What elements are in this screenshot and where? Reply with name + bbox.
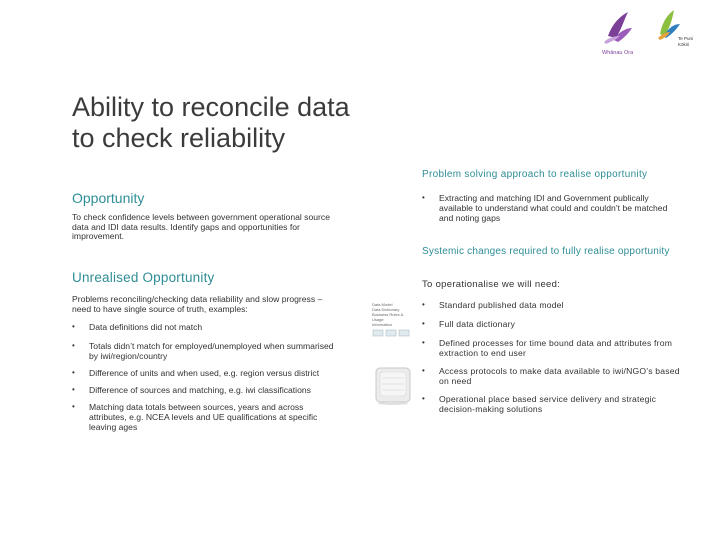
bullet-icon: • <box>72 368 75 377</box>
left-logo-icon <box>602 12 634 56</box>
thumbnail-line: Data Model <box>372 302 393 307</box>
systemic-list <box>422 300 684 414</box>
bullet-icon: • <box>422 338 426 347</box>
thumbnail-line: Business Rules & Usage <box>372 312 404 322</box>
list-item: • Difference of units and when used, e.g. region versus district <box>72 368 320 378</box>
svg-text:Te Puni: Te Puni <box>678 36 694 41</box>
server-icon <box>372 366 414 406</box>
bullet-icon: • <box>422 319 426 328</box>
list-item: • Extracting and matching IDI and Government publically available to understand what could and couldn’t be matched and noting gaps <box>422 193 668 223</box>
right-logo-icon <box>658 10 693 47</box>
systemic-intro: To operationalise we will need: <box>422 279 561 290</box>
opportunity-heading: Opportunity <box>72 190 145 206</box>
list-item: • Access protocols to make data available to iwi/NGO’s based on need <box>422 366 680 386</box>
bullet-icon: • <box>72 402 75 411</box>
unrealised-list <box>72 322 334 432</box>
thumbnail-diagram-icon <box>372 327 412 341</box>
list-item: • Full data dictionary <box>422 319 516 329</box>
unrealised-intro: Problems reconciling/checking data reliability and slow progress – need to have single source of truth, examples: <box>72 294 323 314</box>
list-item: • Defined processes for time bound data and attributes from extraction to end user <box>422 338 673 358</box>
list-item: • Difference of sources and matching, e.g. iwi classifications <box>72 385 311 395</box>
bullet-icon: • <box>422 394 426 403</box>
thumbnail-line: Data Dictionary <box>372 307 400 312</box>
list-item: • Matching data totals between sources, years and across attributes, e.g. NCEA levels and UE qualifications at specific leaving ages <box>72 402 318 432</box>
problem-solving-list <box>422 193 680 223</box>
problem-solving-heading: Problem solving approach to realise opportunity <box>422 169 648 180</box>
logo-graphic <box>598 6 708 58</box>
bullet-icon: • <box>72 385 75 394</box>
list-item: • Operational place based service delivery and strategic decision-making solutions <box>422 394 657 414</box>
svg-text:Kōkiri: Kōkiri <box>678 42 690 47</box>
bullet-icon: • <box>72 322 75 331</box>
bullet-icon: • <box>72 341 75 350</box>
server-device-image <box>372 366 414 406</box>
list-item: • Data definitions did not match <box>72 322 203 332</box>
data-model-thumbnail <box>372 302 412 348</box>
bullet-icon: • <box>422 300 426 309</box>
list-item: • Standard published data model <box>422 300 564 310</box>
page-title: Ability to reconcile data to check reliability <box>72 92 350 153</box>
bullet-icon: • <box>422 366 426 375</box>
thumbnail-line: Information <box>372 322 393 327</box>
systemic-heading: Systemic changes required to fully realise opportunity <box>422 246 670 257</box>
unrealised-heading: Unrealised Opportunity <box>72 270 215 285</box>
list-item: • Totals didn’t match for employed/unemployed when summarised by iwi/region/country <box>72 341 334 361</box>
opportunity-text: To check confidence levels between government operational source data and IDI data results. Identify gaps and opportunities for improvement. <box>72 212 330 241</box>
partner-logos <box>598 6 708 58</box>
bullet-icon: • <box>422 193 425 202</box>
svg-text:Whānau Ora: Whānau Ora <box>602 50 634 56</box>
